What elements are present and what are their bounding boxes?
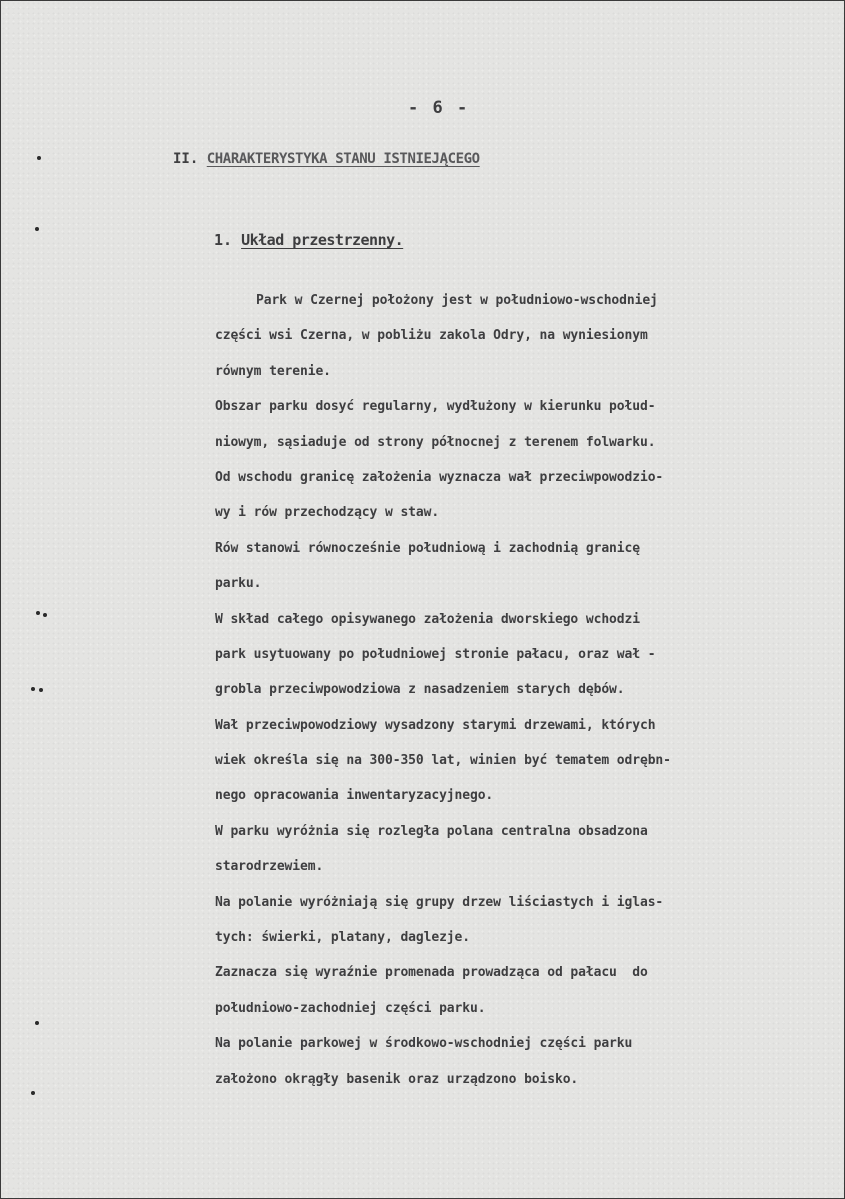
text-line: W skład całego opisywanego założenia dworskiego wchodzi [215,611,640,627]
text-line: W parku wyróżnia się rozległa polana centralna obsadzona [215,823,648,839]
text-line: nego opracowania inwentaryzacyjnego. [215,788,494,804]
text-line: Wał przeciwpowodziowy wysadzony starymi drzewami, których [215,717,656,733]
text-line: południowo-zachodniej części parku. [215,1000,486,1016]
text-line: tych: świerki, platany, daglezje. [215,930,470,946]
text-line: parku. [215,576,262,592]
margin-mark [35,1021,39,1025]
text-line: Obszar parku dosyć regularny, wydłużony w kierunku połud- [215,399,656,415]
text-line: Od wschodu granicę założenia wyznacza wał przeciwpowodzio- [215,469,664,485]
text-line: Na polanie parkowej w środkowo-wschodniej części parku [215,1036,633,1052]
margin-mark [37,156,41,160]
text-line: Park w Czernej położony jest w południowo-wschodniej [256,293,658,308]
text-line: równym terenie. [215,363,331,379]
text-line: wy i rów przechodzący w staw. [215,505,440,521]
text-line: części wsi Czerna, w pobliżu zakola Odry, na wyniesionym [215,328,648,344]
subsection-title: Układ przestrzenny. [241,231,404,249]
margin-mark [43,613,47,617]
section-number: II. [173,151,199,167]
margin-mark [35,227,39,231]
text-line: założono okrągły basenik oraz urządzono boisko. [215,1071,579,1087]
margin-mark [36,611,40,615]
subsection-heading [214,231,403,249]
text-line: wiek określa się na 300-350 lat, winien być tematem odrębn- [215,753,671,769]
section-title: CHARAKTERYSTYKA STANU ISTNIEJĄCEGO [206,151,480,167]
body-text [215,283,840,1097]
text-line: Rów stanowi równocześnie południową i zachodnią granicę [215,540,640,556]
text-line: park usytuowany po południowej stronie pałacu, oraz wał - [215,646,656,662]
subsection-number: 1. [214,231,233,249]
margin-mark [39,688,43,692]
text-line: grobla przeciwpowodziowa z nasadzeniem starych dębów. [215,682,625,698]
text-line: niowym, sąsiaduje od strony północnej z terenem folwarku. [215,434,656,450]
text-line: Na polanie wyróżniają się grupy drzew liściastych i iglas- [215,894,664,910]
page-number: - 6 - [408,98,470,118]
text-line: starodrzewiem. [215,859,324,875]
text-line: Zaznacza się wyraźnie promenada prowadząca od pałacu do [215,965,648,981]
section-heading [173,151,480,167]
margin-mark [31,1091,35,1095]
margin-mark [31,687,35,691]
